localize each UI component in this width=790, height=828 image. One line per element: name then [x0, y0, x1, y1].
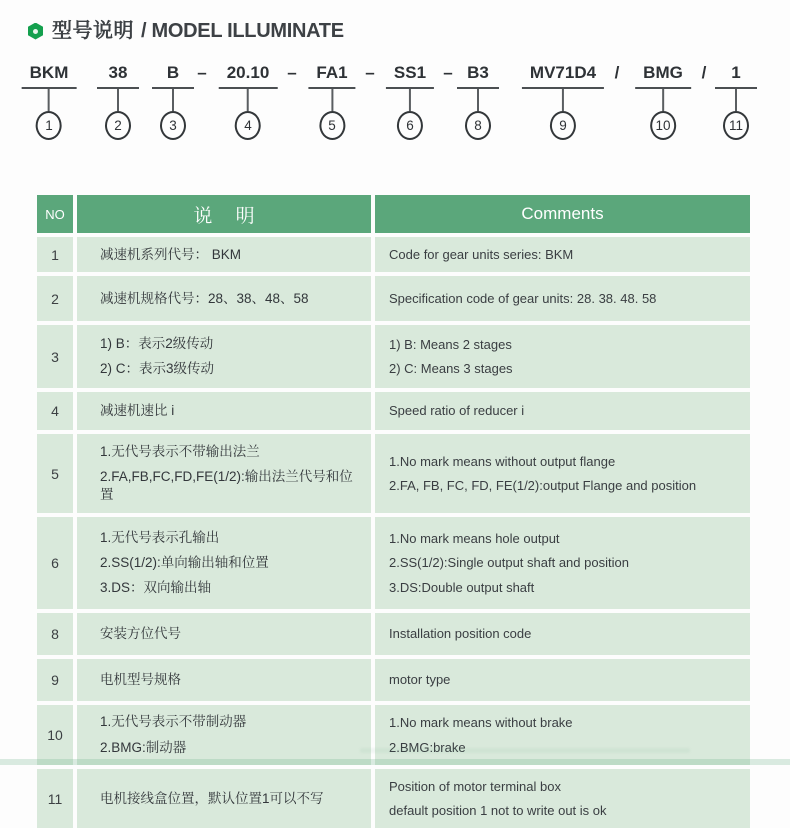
model-segment: [522, 63, 604, 140]
description-line: 安装方位代号: [100, 625, 181, 641]
page-title-zh: 型号说明: [52, 20, 134, 42]
page-header: [0, 0, 790, 46]
row-number-cell: 10: [37, 705, 73, 765]
table-row: [37, 392, 754, 430]
connector-line: [117, 89, 119, 111]
comment-line: 2.SS(1/2):Single output shaft and position: [389, 555, 629, 571]
position-number-circle: 4: [235, 111, 261, 140]
model-code-label: MV71D4: [522, 63, 604, 89]
description-line: 电机型号规格: [100, 671, 181, 687]
comment-line: 2) C: Means 3 stages: [389, 361, 513, 377]
comment-line: 2.FA, FB, FC, FD, FE(1/2):output Flange and position: [389, 478, 697, 494]
connector-line: [172, 89, 174, 111]
description-line: 1) B：表示2级传动: [100, 336, 214, 351]
model-segment: [152, 63, 194, 140]
model-code-label: 20.10: [219, 63, 278, 89]
comment-line: 2.BMG:brake: [389, 739, 466, 755]
comment-line: Installation position code: [389, 626, 532, 642]
description-line: 2.FA,FB,FC,FD,FE(1/2):输出法兰代号和位置: [100, 468, 353, 503]
comment-line: motor type: [389, 672, 451, 688]
position-number-circle: 8: [465, 111, 491, 140]
description-cell: [77, 434, 371, 513]
description-cell: [77, 517, 371, 609]
description-cell: [77, 325, 371, 388]
description-cell: [77, 659, 371, 701]
table-row: [37, 434, 754, 513]
model-segment: [308, 63, 355, 140]
model-separator: –: [197, 63, 207, 82]
table-row: [37, 613, 754, 655]
position-number-circle: 11: [723, 111, 749, 140]
row-number-cell: 5: [37, 434, 73, 513]
model-code-label: 1: [715, 63, 757, 89]
connector-line: [662, 89, 664, 111]
connector-line: [735, 89, 737, 111]
connector-line: [48, 89, 50, 111]
position-number-circle: 3: [160, 111, 186, 140]
comments-cell: [375, 705, 750, 765]
position-number-circle: 5: [319, 111, 345, 140]
header-no: NO: [37, 195, 73, 233]
description-line: 减速机规格代号：28、38、48、58: [100, 290, 309, 306]
comments-cell: [375, 434, 750, 513]
position-number-circle: 6: [397, 111, 423, 140]
row-number-cell: 3: [37, 325, 73, 388]
table-row: [37, 517, 754, 609]
description-cell: [77, 613, 371, 655]
model-segment: [715, 63, 757, 140]
model-code-label: FA1: [308, 63, 355, 89]
table-row: [37, 659, 754, 701]
next-section-strip: [0, 759, 790, 765]
model-segment: [97, 63, 139, 140]
description-line: 1.无代号表示不带输出法兰: [100, 443, 260, 459]
row-number-cell: 2: [37, 276, 73, 321]
table-row: [37, 276, 754, 321]
model-separator: –: [443, 63, 453, 82]
row-number-cell: 6: [37, 517, 73, 609]
model-code-label: 38: [97, 63, 139, 89]
description-cell: [77, 237, 371, 272]
row-number-cell: 9: [37, 659, 73, 701]
description-line: 电机接线盒位置，默认位置1可以不写: [100, 790, 324, 806]
connector-line: [331, 89, 333, 111]
description-line: 减速机速比 i: [100, 403, 175, 419]
comment-line: Position of motor terminal box: [389, 778, 561, 794]
comment-line: 3.DS:Double output shaft: [389, 579, 535, 595]
model-segment: [219, 63, 278, 140]
description-line: 3.DS：双向输出轴: [100, 579, 212, 595]
hexagon-bullet-icon: [28, 23, 43, 40]
description-cell: [77, 276, 371, 321]
comment-line: Specification code of gear units: 28. 38. 48. 58: [389, 290, 657, 306]
next-section-artifact: [360, 748, 690, 753]
comment-line: 1) B: Means 2 stages: [389, 336, 512, 352]
model-separator: /: [701, 63, 707, 82]
row-number-cell: 1: [37, 237, 73, 272]
comments-cell: [375, 769, 750, 828]
position-number-circle: 10: [650, 111, 676, 140]
header-desc: 说 明: [77, 195, 371, 233]
model-code-label: B3: [457, 63, 499, 89]
position-number-circle: 1: [36, 111, 62, 140]
page-title: [52, 21, 344, 41]
model-separator: /: [614, 63, 620, 82]
description-cell: [77, 769, 371, 828]
description-line: 2) C：表示3级传动: [100, 361, 215, 377]
model-code-label: BKM: [22, 63, 77, 89]
row-number-cell: 8: [37, 613, 73, 655]
table-body: [37, 237, 754, 828]
connector-line: [477, 89, 479, 111]
comment-line: default position 1 not to write out is ok: [389, 803, 607, 819]
model-code-diagram: [0, 63, 790, 171]
comments-cell: [375, 237, 750, 272]
header-comments: Comments: [375, 195, 750, 233]
comment-line: Code for gear units series: BKM: [389, 246, 574, 262]
table-row: [37, 237, 754, 272]
model-spec-table: [37, 195, 754, 828]
comment-line: Speed ratio of reducer i: [389, 403, 525, 419]
model-separator: –: [287, 63, 297, 82]
model-code-label: B: [152, 63, 194, 89]
row-number-cell: 4: [37, 392, 73, 430]
comment-line: 1.No mark means without output flange: [389, 453, 616, 469]
model-segment: [635, 63, 691, 140]
description-line: 减速机系列代号： BKM: [100, 246, 242, 262]
comment-line: 1.No mark means hole output: [389, 530, 560, 546]
comments-cell: [375, 659, 750, 701]
model-segment: [386, 63, 434, 140]
table-row: [37, 769, 754, 828]
table-row: [37, 325, 754, 388]
page-title-en: / MODEL ILLUMINATE: [141, 20, 344, 42]
connector-line: [562, 89, 564, 111]
description-line: 2.BMG:制动器: [100, 739, 187, 755]
comments-cell: [375, 392, 750, 430]
description-line: 1.无代号表示不带制动器: [100, 714, 247, 730]
model-code-label: BMG: [635, 63, 691, 89]
connector-line: [409, 89, 411, 111]
row-number-cell: 11: [37, 769, 73, 828]
description-cell: [77, 705, 371, 765]
description-line: 2.SS(1/2):单向输出轴和位置: [100, 554, 269, 570]
connector-line: [247, 89, 249, 111]
position-number-circle: 2: [105, 111, 131, 140]
model-separator: –: [365, 63, 375, 82]
table-header-row: [37, 195, 754, 233]
model-code-label: SS1: [386, 63, 434, 89]
description-line: 1.无代号表示孔输出: [100, 529, 220, 545]
model-segment: [22, 63, 77, 140]
model-segment: [457, 63, 499, 140]
comments-cell: [375, 325, 750, 388]
position-number-circle: 9: [550, 111, 576, 140]
description-cell: [77, 392, 371, 430]
table-row: [37, 705, 754, 765]
comment-line: 1.No mark means without brake: [389, 715, 573, 731]
comments-cell: [375, 517, 750, 609]
comments-cell: [375, 613, 750, 655]
comments-cell: [375, 276, 750, 321]
